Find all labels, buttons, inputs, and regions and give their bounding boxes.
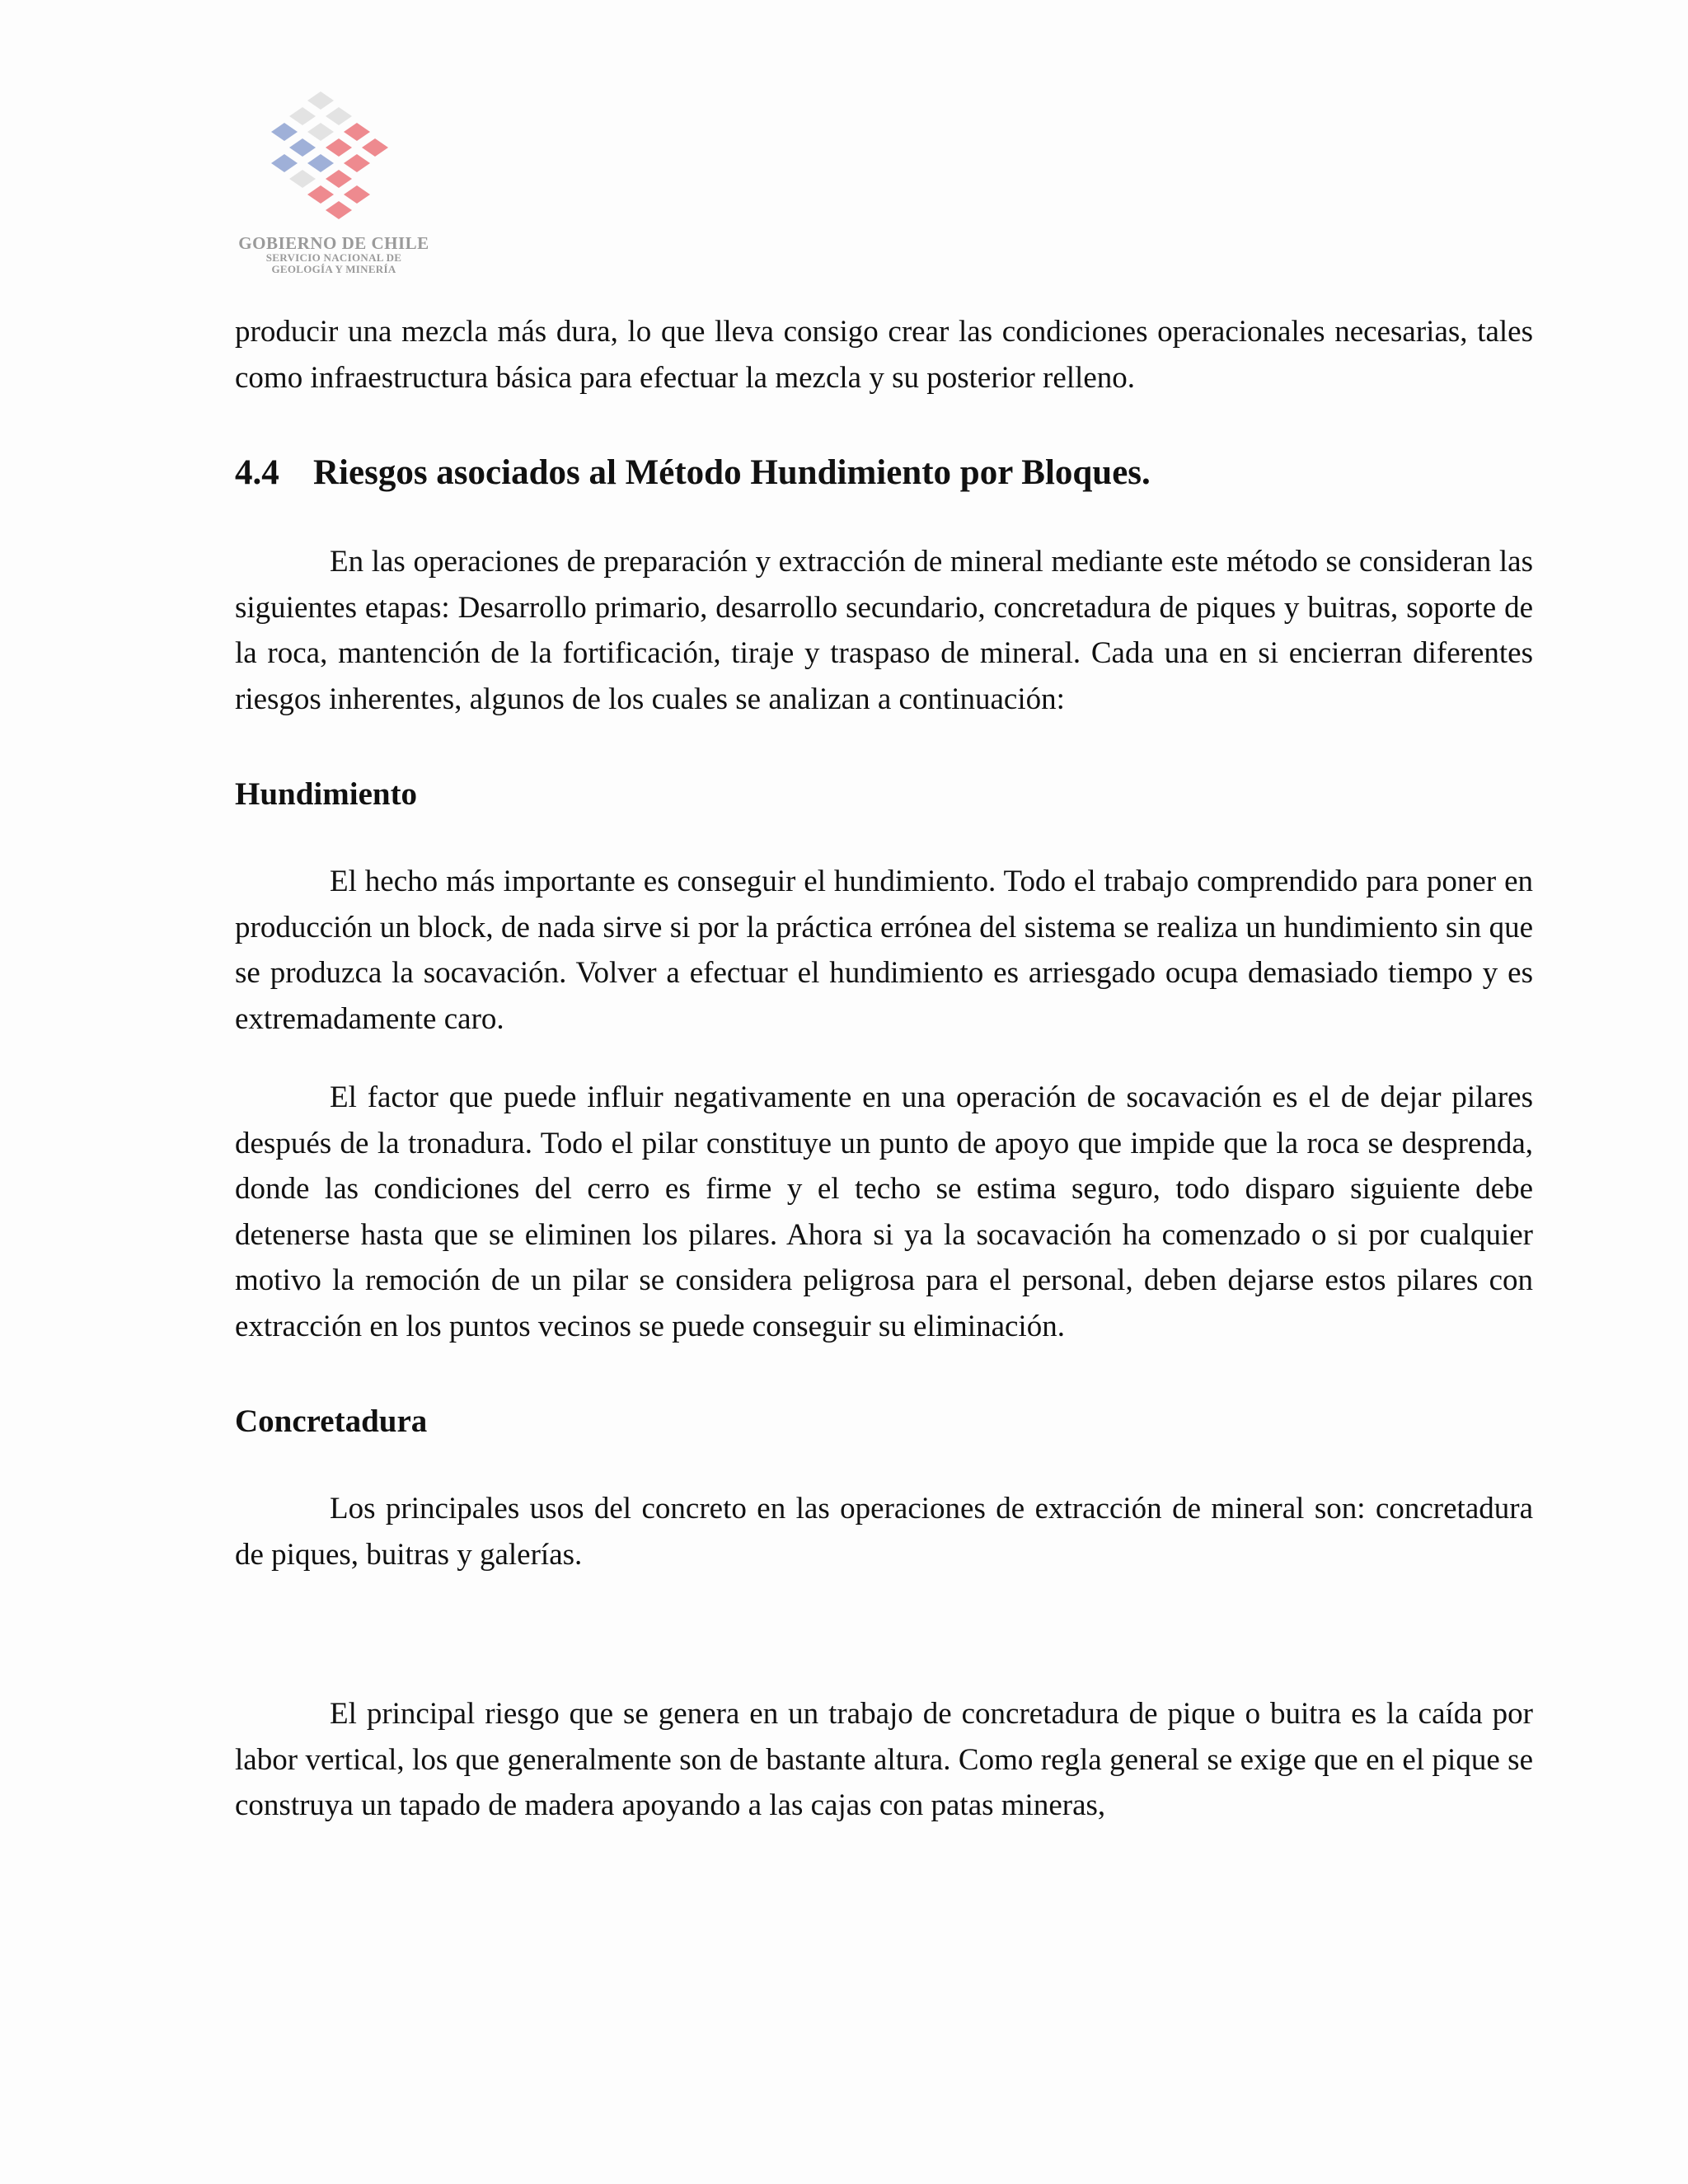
- section-heading: [235, 448, 1533, 498]
- logo-line-3: GEOLOGÍA Y MINERÍA: [271, 262, 396, 275]
- logo-diamond-cell: [307, 154, 334, 172]
- logo-diamond-cell: [289, 107, 316, 125]
- intro-paragraph: producir una mezcla más dura, lo que lleva consigo crear las condiciones operacionales necesarias, tales como infraestructura básica para efectuar la mezcla y su posterior relleno.: [235, 315, 1533, 395]
- logo-diamond-cell: [289, 170, 316, 188]
- concretadura-paragraph-2: El principal riesgo que se genera en un trabajo de concretadura de pique o buitra es la caída por labor vertical, los que generalmente son de bastante altura. Como regla general se exige que en el pique se construya un tapado de madera apoyando a las cajas con patas mineras,: [235, 1697, 1533, 1822]
- logo-diamond-cell: [362, 138, 388, 157]
- logo-diamond-cell: [344, 185, 370, 204]
- logo-diamond-cell: [289, 138, 316, 157]
- logo-diamond-cell: [307, 185, 334, 204]
- logo-diamond-cell: [271, 123, 298, 141]
- document-body: [235, 309, 1533, 1829]
- section-paragraph: En las operaciones de preparación y extracción de mineral mediante este método se consideran las siguientes etapas: Desarrollo primario, desarrollo secundario, concretadura de piques y buitras, soporte de la roca, mantención de la fortificación, tiraje y traspaso de mineral. Cada una en si encierran diferentes riesgos inherentes, algunos de los cuales se analizan a continuación:: [235, 545, 1533, 716]
- logo-diamond-cell: [344, 123, 370, 141]
- subheading-concretadura: Concretadura: [235, 1404, 428, 1439]
- logo-diamond-mark: [260, 91, 408, 231]
- logo-line-1: GOBIERNO DE CHILE: [238, 233, 429, 253]
- section-title: Riesgos asociados al Método Hundimiento por Bloques.: [313, 453, 1151, 492]
- subheading-hundimiento: Hundimiento: [235, 776, 418, 812]
- government-logo: [235, 91, 433, 284]
- logo-line-2: SERVICIO NACIONAL DE: [265, 251, 402, 265]
- logo-diamond-cell: [326, 107, 352, 125]
- logo-diamond-cell: [307, 123, 334, 141]
- logo-diamond-cell: [326, 138, 352, 157]
- hundimiento-paragraph-2: El factor que puede influir negativamente en una operación de socavación es el de dejar pilares después de la tronadura. Todo el pilar constituye un punto de apoyo que impide que la roca se desprenda, donde las condiciones del cerro es firme y el techo se estima seguro, todo disparo siguiente debe detenerse hasta que se eliminen los pilares. Ahora si ya la socavación ha comenzado o si por cualquier motivo la remoción de un pilar se considera peligrosa para el personal, deben dejarse estos pilares con extracción en los puntos vecinos se puede conseguir su eliminación.: [235, 1080, 1533, 1343]
- logo-diamond-cell: [344, 154, 370, 172]
- logo-diamond-cell: [326, 170, 352, 188]
- logo-diamond-cell: [326, 201, 352, 219]
- logo-diamond-cell: [307, 91, 334, 110]
- logo-diamond-cell: [271, 154, 298, 172]
- concretadura-paragraph-1: Los principales usos del concreto en las operaciones de extracción de mineral son: concretadura de piques, buitras y galerías.: [235, 1492, 1533, 1572]
- hundimiento-paragraph-1: El hecho más importante es conseguir el hundimiento. Todo el trabajo comprendido para poner en producción un block, de nada sirve si por la práctica errónea del sistema se realiza un hundimiento sin que se produzca la socavación. Volver a efectuar el hundimiento es arriesgado ocupa demasiado tiempo y es extremadamente caro.: [235, 865, 1533, 1036]
- section-number: 4.4: [235, 453, 279, 492]
